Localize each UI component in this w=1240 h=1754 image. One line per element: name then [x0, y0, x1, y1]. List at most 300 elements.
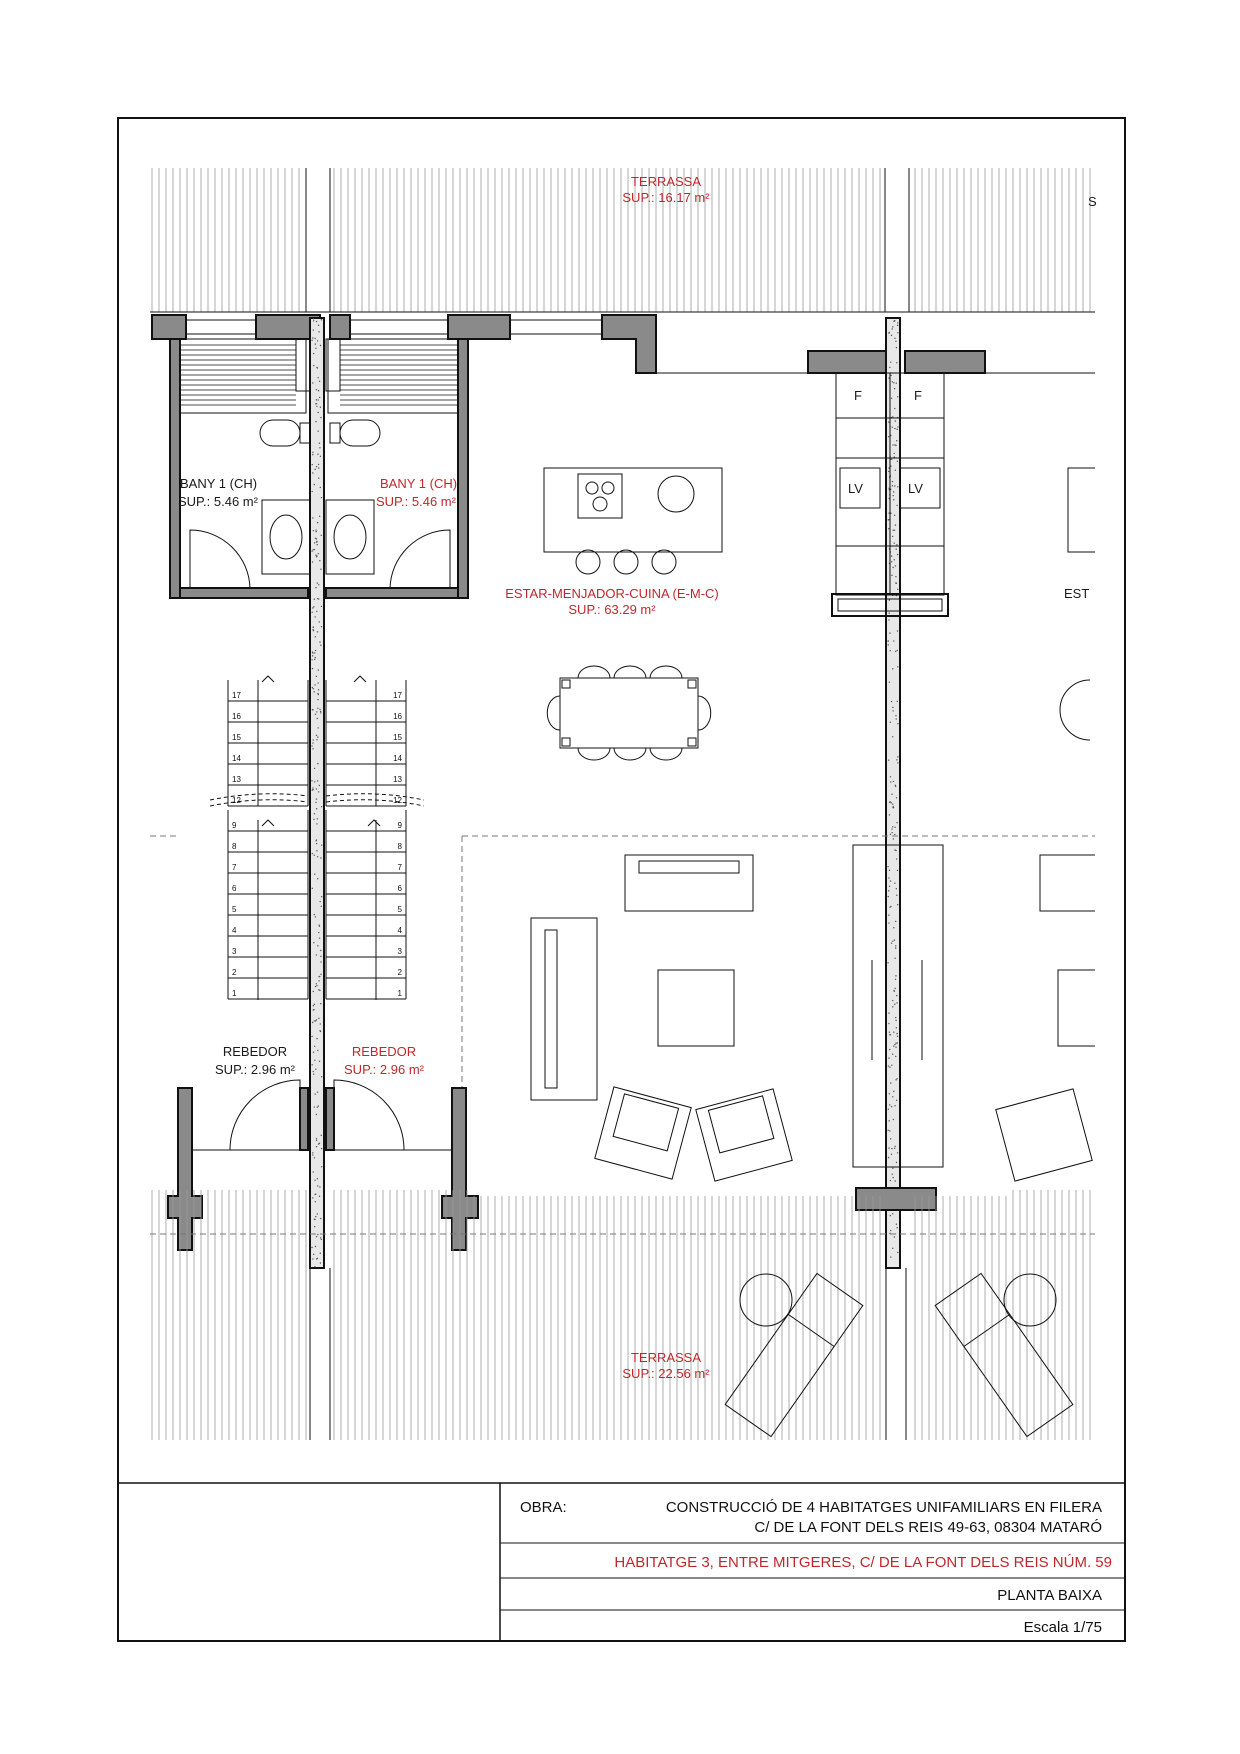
stair-step-number: 7 — [397, 863, 402, 872]
party-wall-speck — [314, 1046, 315, 1047]
party-wall-speck — [319, 621, 320, 622]
stair-step-number: 9 — [397, 821, 402, 830]
party-wall-speck — [892, 444, 893, 445]
party-wall-speck — [317, 818, 318, 819]
party-wall-speck — [891, 943, 892, 944]
party-wall-speck — [889, 1067, 890, 1068]
stair-step-number: 1 — [397, 989, 402, 998]
party-wall-speck — [316, 850, 317, 851]
party-wall-speck — [316, 399, 317, 400]
party-wall-speck — [897, 701, 898, 702]
party-wall-speck — [892, 826, 893, 827]
party-wall-speck — [897, 870, 898, 871]
party-wall-speck — [894, 320, 895, 321]
party-wall-speck — [888, 528, 889, 529]
party-wall-speck — [316, 808, 317, 809]
party-wall-speck — [312, 748, 313, 749]
party-wall-speck — [891, 1106, 892, 1107]
party-wall-speck — [321, 844, 322, 845]
party-wall-speck — [895, 524, 896, 525]
party-wall-speck — [314, 768, 315, 769]
party-wall-speck — [316, 798, 317, 799]
party-wall-speck — [896, 1224, 897, 1225]
party-wall-speck — [894, 849, 895, 850]
party-wall-speck — [892, 536, 893, 537]
party-wall-speck — [897, 762, 898, 763]
party-wall-speck — [894, 485, 895, 486]
party-wall-speck — [320, 974, 321, 975]
rebedor-left-label: REBEDOR — [222, 1044, 288, 1059]
party-wall-speck — [315, 650, 316, 651]
party-wall-speck — [317, 598, 318, 599]
party-wall-speck — [312, 789, 313, 790]
stair-step-number: 3 — [232, 947, 237, 956]
party-wall-speck — [312, 687, 313, 688]
party-wall-speck — [897, 630, 898, 631]
washer-label-right: LV — [908, 481, 923, 496]
party-wall-speck — [316, 1138, 317, 1139]
party-wall-speck — [894, 1148, 895, 1149]
party-wall-speck — [891, 427, 892, 428]
party-wall-speck — [320, 1003, 321, 1004]
party-wall-speck — [892, 1173, 893, 1174]
party-wall-speck — [897, 904, 898, 905]
party-wall-speck — [320, 345, 321, 346]
party-wall-speck — [894, 408, 895, 409]
stair-step-number: 5 — [232, 905, 237, 914]
party-wall-speck — [320, 407, 321, 408]
party-wall-speck — [312, 629, 313, 630]
party-wall-speck — [320, 487, 321, 488]
party-wall-speck — [897, 1042, 898, 1043]
party-wall-speck — [894, 428, 895, 429]
party-wall-speck — [315, 657, 316, 658]
party-wall-speck — [888, 1157, 889, 1158]
party-wall-speck — [895, 979, 896, 980]
party-wall-speck — [312, 1022, 313, 1023]
party-wall-speck — [887, 640, 888, 641]
party-wall-speck — [896, 1027, 897, 1028]
party-wall-speck — [890, 906, 891, 907]
party-wall-speck — [315, 636, 316, 637]
party-wall-speck — [314, 338, 315, 339]
party-wall-speck — [897, 1152, 898, 1153]
party-wall-speck — [891, 561, 892, 562]
party-wall-speck — [892, 1248, 893, 1249]
party-wall-speck — [896, 797, 897, 798]
party-wall-speck — [889, 802, 890, 803]
party-wall-speck — [316, 954, 317, 955]
party-wall-speck — [321, 626, 322, 627]
party-wall-speck — [312, 337, 313, 338]
estar-area: SUP.: 63.29 m² — [568, 602, 656, 617]
party-wall-speck — [894, 827, 895, 828]
party-wall-speck — [888, 1057, 889, 1058]
party-wall-speck — [316, 542, 317, 543]
party-wall-speck — [892, 710, 893, 711]
party-wall-speck — [892, 736, 893, 737]
party-wall-speck — [892, 326, 893, 327]
party-wall-speck — [894, 834, 895, 835]
party-wall-speck — [895, 576, 896, 577]
stair-step-number: 17 — [232, 691, 241, 700]
party-wall-speck — [313, 1073, 314, 1074]
party-wall-speck — [321, 319, 322, 320]
rebedor-right-area: SUP.: 2.96 m² — [344, 1062, 424, 1077]
sofa-left — [531, 918, 597, 1100]
party-wall-speck — [896, 1162, 897, 1163]
party-wall-speck — [888, 914, 889, 915]
party-wall-speck — [315, 1069, 316, 1070]
party-wall-speck — [313, 1254, 314, 1255]
party-wall-speck — [317, 727, 318, 728]
party-wall-speck — [317, 522, 318, 523]
sofa-top — [625, 855, 753, 911]
party-wall-speck — [316, 839, 317, 840]
party-wall-speck — [312, 549, 313, 550]
party-wall-speck — [314, 1157, 315, 1158]
party-wall-speck — [891, 459, 892, 460]
party-wall-speck — [320, 1262, 321, 1263]
party-wall-speck — [319, 1196, 320, 1197]
terrassa-top-label: TERRASSA — [630, 174, 702, 189]
party-wall-speck — [319, 447, 320, 448]
party-wall-speck — [897, 486, 898, 487]
party-wall-speck — [895, 1020, 896, 1021]
party-wall-speck — [320, 961, 321, 962]
party-wall-speck — [318, 1105, 319, 1106]
party-wall-speck — [316, 983, 317, 984]
stair-step-number: 8 — [232, 842, 237, 851]
party-wall-speck — [313, 739, 314, 740]
party-wall-speck — [890, 1230, 891, 1231]
party-wall-speck — [317, 1234, 318, 1235]
party-wall-speck — [317, 718, 318, 719]
party-wall-speck — [896, 544, 897, 545]
party-wall-speck — [318, 694, 319, 695]
party-wall-speck — [316, 739, 317, 740]
party-wall-speck — [314, 1219, 315, 1220]
estar-partial-label: EST — [1064, 586, 1090, 601]
party-wall-speck — [891, 328, 892, 329]
party-wall-speck — [312, 668, 313, 669]
party-wall-speck — [318, 932, 319, 933]
party-wall-speck — [897, 396, 898, 397]
party-wall-speck — [316, 1258, 317, 1259]
party-wall-speck — [313, 1171, 314, 1172]
party-wall-speck — [320, 417, 321, 418]
party-wall-speck — [888, 644, 889, 645]
party-wall-speck — [316, 788, 317, 789]
party-wall-speck — [894, 1146, 895, 1147]
party-wall-speck — [316, 843, 317, 844]
party-wall-speck — [893, 499, 894, 500]
party-wall-speck — [894, 559, 895, 560]
party-wall-speck — [893, 382, 894, 383]
party-wall-speck — [893, 1045, 894, 1046]
stair-step-number: 8 — [397, 842, 402, 851]
party-wall-speck — [889, 1049, 890, 1050]
party-wall-speck — [888, 471, 889, 472]
party-wall-speck — [896, 429, 897, 430]
partial-chair-right — [1060, 680, 1090, 740]
party-wall-speck — [315, 1216, 316, 1217]
party-wall-speck — [895, 1046, 896, 1047]
estar-label: ESTAR-MENJADOR-CUINA (E-M-C) — [505, 586, 719, 601]
party-wall-speck — [887, 1130, 888, 1131]
party-wall-speck — [893, 491, 894, 492]
party-wall-speck — [314, 616, 315, 617]
stair-step-number: 9 — [232, 821, 237, 830]
partial-living-right — [996, 855, 1095, 1181]
party-wall-speck — [314, 1106, 315, 1107]
party-wall-speck — [888, 1120, 889, 1121]
party-wall-speck — [891, 701, 892, 702]
party-wall-speck — [895, 1180, 896, 1181]
obra-line-2: C/ DE LA FONT DELS REIS 49-63, 08304 MATARÓ — [754, 1519, 1102, 1536]
party-wall-speck — [890, 1034, 891, 1035]
party-wall-speck — [317, 340, 318, 341]
terrace-bottom-decking — [152, 1190, 1090, 1440]
sheet-border — [118, 118, 1125, 1641]
party-wall-speck — [315, 1246, 316, 1247]
stair-step-number: 2 — [232, 968, 237, 977]
fridge-label-left: F — [854, 388, 862, 403]
party-wall-speck — [891, 575, 892, 576]
party-wall-speck — [896, 759, 897, 760]
party-wall-speck — [314, 1226, 315, 1227]
party-wall-speck — [318, 689, 319, 690]
party-wall-speck — [891, 398, 892, 399]
stair-step-number: 14 — [232, 754, 241, 763]
party-wall-speck — [894, 1044, 895, 1045]
party-wall-speck — [317, 454, 318, 455]
party-wall-speck — [892, 803, 893, 804]
party-wall-speck — [894, 388, 895, 389]
party-wall-speck — [318, 331, 319, 332]
obra-line-1: CONSTRUCCIÓ DE 4 HABITATGES UNIFAMILIARS EN FILERA — [665, 1499, 1102, 1516]
party-wall-speck — [895, 1056, 896, 1057]
party-wall-speck — [314, 1180, 315, 1181]
party-wall-speck — [896, 1078, 897, 1079]
party-wall-speck — [320, 956, 321, 957]
party-wall-speck — [890, 834, 891, 835]
party-wall-speck — [313, 318, 314, 319]
party-wall-speck — [317, 582, 318, 583]
party-wall-speck — [315, 554, 316, 555]
party-wall-speck — [321, 896, 322, 897]
party-wall-speck — [317, 1091, 318, 1092]
party-wall-speck — [315, 986, 316, 987]
party-wall-speck — [321, 1076, 322, 1077]
coffee-table — [658, 970, 734, 1046]
facade-top-walls — [152, 315, 985, 373]
party-wall-speck — [321, 1239, 322, 1240]
party-wall-speck — [315, 916, 316, 917]
party-wall-speck — [320, 645, 321, 646]
party-wall-speck — [896, 888, 897, 889]
party-wall-speck — [896, 1002, 897, 1003]
party-wall-speck — [321, 806, 322, 807]
party-wall-speck — [316, 1038, 317, 1039]
party-wall-speck — [314, 549, 315, 550]
party-wall-speck — [317, 736, 318, 737]
party-wall-speck — [320, 950, 321, 951]
party-wall-speck — [313, 1009, 314, 1010]
party-wall-speck — [895, 1017, 896, 1018]
party-wall-speck — [896, 718, 897, 719]
partial-counter-right — [1068, 468, 1095, 552]
party-wall-speck — [896, 650, 897, 651]
party-wall-speck — [316, 321, 317, 322]
party-wall-speck — [887, 866, 888, 867]
party-wall-speck — [317, 699, 318, 700]
stair-step-number: 13 — [232, 775, 241, 784]
party-wall-speck — [315, 531, 316, 532]
party-wall-speck — [888, 421, 889, 422]
bany-left-area: SUP.: 5.46 m² — [178, 494, 258, 509]
armchair-2 — [696, 1089, 792, 1181]
stair-step-number: 16 — [393, 712, 402, 721]
party-wall-speck — [897, 554, 898, 555]
stair-step-number: 15 — [393, 733, 402, 742]
party-wall-speck — [892, 807, 893, 808]
party-wall-speck — [313, 942, 314, 943]
stair-step-number: 13 — [393, 775, 402, 784]
party-wall-speck — [316, 1019, 317, 1020]
party-wall-speck — [890, 1215, 891, 1216]
party-wall-speck — [317, 780, 318, 781]
party-wall-speck — [896, 382, 897, 383]
party-wall-speck — [897, 325, 898, 326]
party-wall-speck — [890, 375, 891, 376]
party-wall-speck — [890, 776, 891, 777]
party-wall-speck — [888, 1012, 889, 1013]
terrassa-bottom-label: TERRASSA — [630, 1350, 702, 1365]
party-wall-speck — [892, 1096, 893, 1097]
party-wall-speck — [896, 822, 897, 823]
party-wall-speck — [316, 389, 317, 390]
party-wall-speck — [891, 832, 892, 833]
party-wall-speck — [317, 1106, 318, 1107]
party-wall-speck — [894, 444, 895, 445]
party-wall-speck — [896, 1227, 897, 1228]
party-wall-speck — [896, 995, 897, 996]
bathroom-right — [326, 339, 468, 598]
party-wall-speck — [311, 1064, 312, 1065]
party-wall-speck — [888, 877, 889, 878]
party-wall-speck — [314, 542, 315, 543]
party-wall-speck — [890, 1138, 891, 1139]
party-wall-speck — [317, 377, 318, 378]
party-wall-speck — [311, 491, 312, 492]
party-wall-speck — [888, 1023, 889, 1024]
party-wall-speck — [896, 1033, 897, 1034]
escala-label: Escala 1/75 — [1023, 1619, 1102, 1636]
party-wall-speck — [318, 989, 319, 990]
party-wall-speck — [894, 939, 895, 940]
party-wall-speck — [320, 712, 321, 713]
party-wall-speck — [893, 1032, 894, 1033]
terrassa-top-area: SUP.: 16.17 m² — [622, 190, 710, 205]
party-wall-speck — [893, 640, 894, 641]
party-wall-speck — [319, 516, 320, 517]
party-wall-speck — [318, 791, 319, 792]
party-wall-speck — [316, 466, 317, 467]
party-wall-speck — [893, 453, 894, 454]
habitatge-line: HABITATGE 3, ENTRE MITGERES, C/ DE LA FONT DELS REIS NÚM. 59 — [614, 1554, 1112, 1571]
party-wall-speck — [321, 497, 322, 498]
party-wall-speck — [315, 529, 316, 530]
stair-step-number: 4 — [232, 926, 237, 935]
party-wall-speck — [897, 461, 898, 462]
party-wall-speck — [314, 1059, 315, 1060]
party-wall-speck — [892, 1053, 893, 1054]
party-wall-speck — [888, 332, 889, 333]
party-wall-speck — [320, 1253, 321, 1254]
party-wall-speck — [316, 544, 317, 545]
party-wall-speck — [321, 1148, 322, 1149]
party-wall-speck — [313, 329, 314, 330]
party-wall-speck — [319, 937, 320, 938]
party-wall-speck — [319, 785, 320, 786]
party-wall-speck — [890, 722, 891, 723]
party-wall-speck — [313, 1051, 314, 1052]
party-wall-speck — [892, 707, 893, 708]
party-wall-speck — [311, 1247, 312, 1248]
party-wall-speck — [889, 1093, 890, 1094]
party-wall-speck — [891, 1154, 892, 1155]
party-wall-speck — [889, 681, 890, 682]
party-wall-speck — [313, 1005, 314, 1006]
party-wall-speck — [317, 945, 318, 946]
party-wall-speck — [311, 550, 312, 551]
party-wall-speck — [896, 895, 897, 896]
party-wall-speck — [314, 659, 315, 660]
party-wall-speck — [319, 1186, 320, 1187]
party-wall-speck — [313, 991, 314, 992]
party-wall-speck — [892, 1168, 893, 1169]
party-wall-speck — [889, 632, 890, 633]
party-wall-speck — [319, 1030, 320, 1031]
party-wall-speck — [892, 481, 893, 482]
party-wall-speck — [314, 1004, 315, 1005]
party-wall-speck — [889, 886, 890, 887]
party-wall-speck — [896, 583, 897, 584]
party-wall-speck — [317, 763, 318, 764]
party-wall-speck — [895, 651, 896, 652]
party-wall-speck — [316, 1146, 317, 1147]
party-wall-speck — [889, 1031, 890, 1032]
party-wall-speck — [888, 890, 889, 891]
party-wall-speck — [314, 873, 315, 874]
party-wall-speck — [314, 813, 315, 814]
party-wall-speck — [317, 1178, 318, 1179]
party-wall-speck — [314, 914, 315, 915]
party-wall-speck — [895, 565, 896, 566]
washer-label-left: LV — [848, 481, 863, 496]
party-wall-speck — [894, 338, 895, 339]
party-wall-speck — [897, 1252, 898, 1253]
stair-step-number: 14 — [393, 754, 402, 763]
party-wall-speck — [320, 1218, 321, 1219]
party-wall-speck — [892, 1177, 893, 1178]
bany-left-label: BANY 1 (CH) — [180, 476, 258, 491]
party-wall-speck — [311, 745, 312, 746]
party-wall-speck — [892, 1000, 893, 1001]
party-wall-speck — [321, 535, 322, 536]
party-wall-speck — [896, 858, 897, 859]
